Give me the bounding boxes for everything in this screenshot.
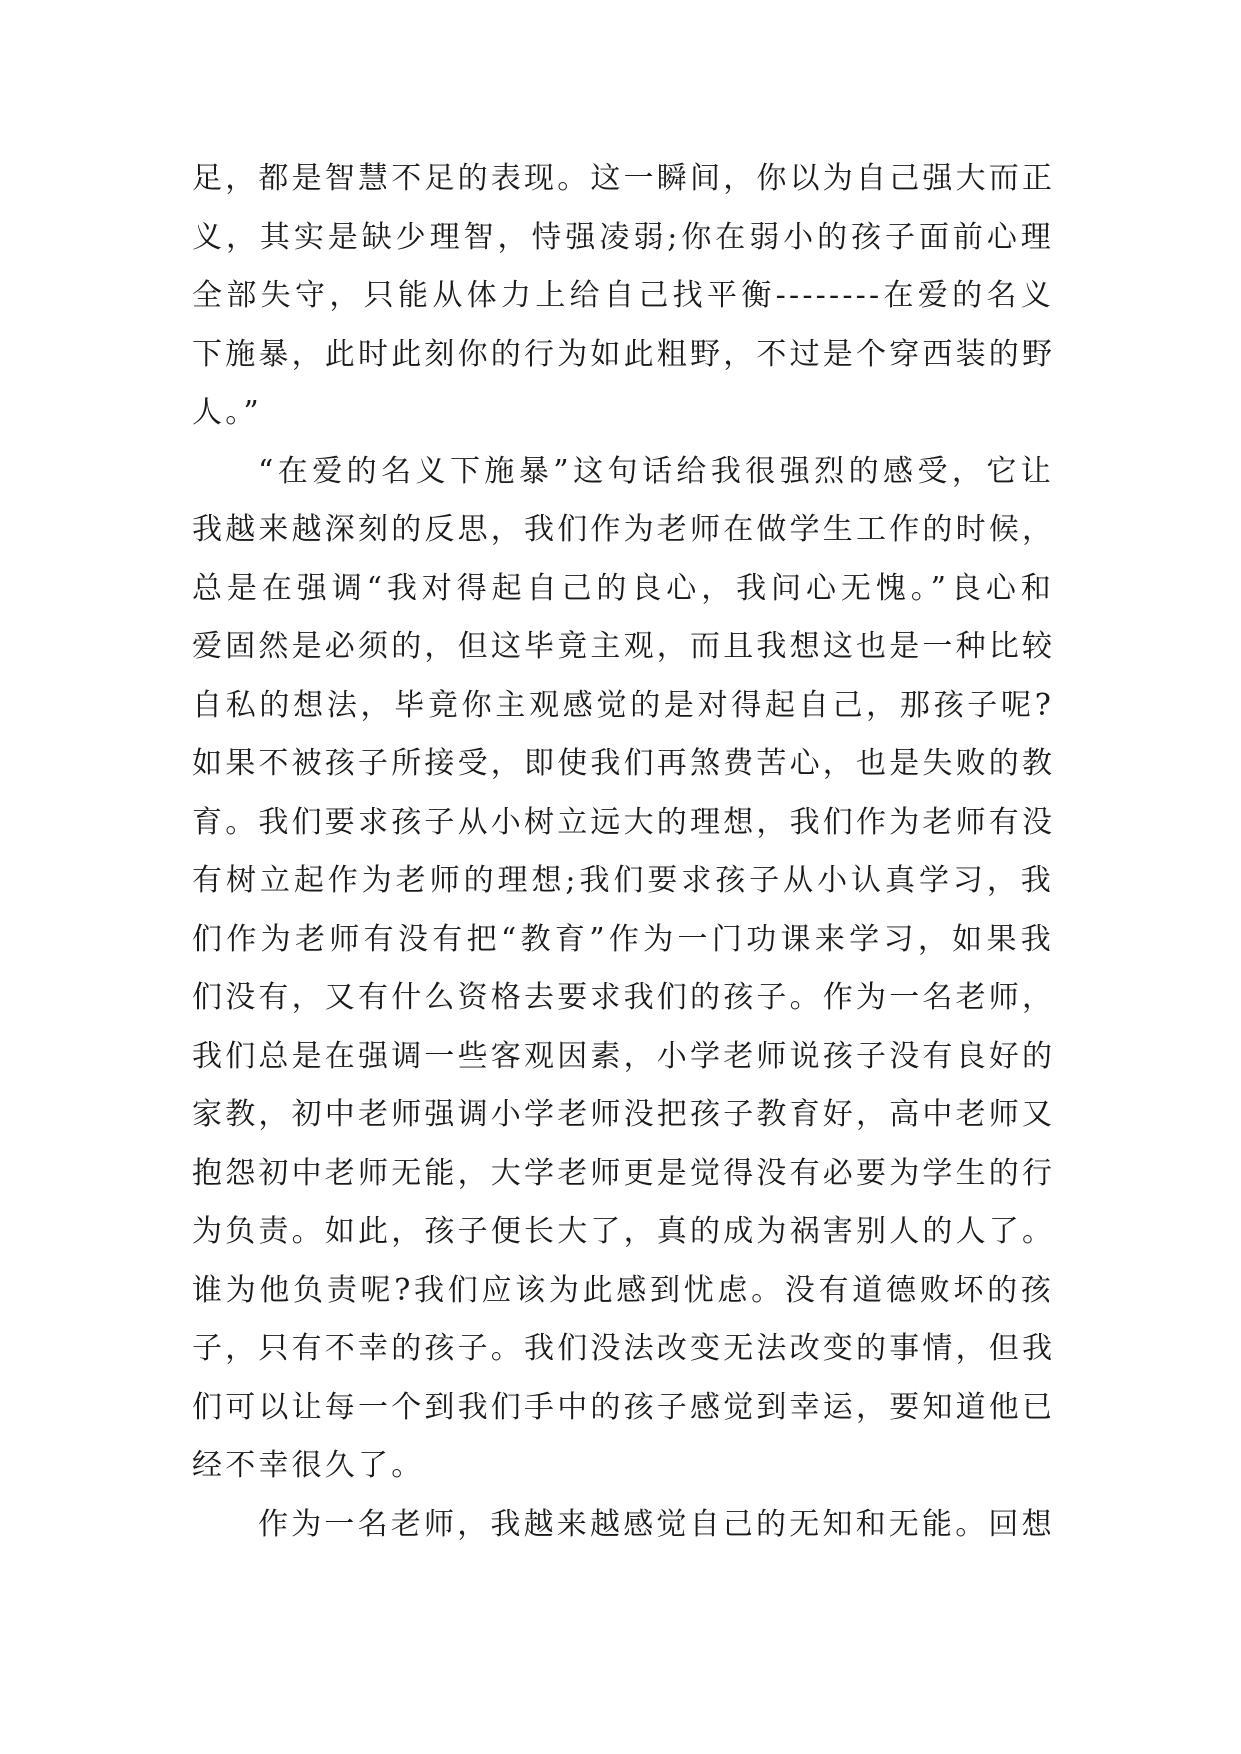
text-line: 我越来越深刻的反思，我们作为老师在做学生工作的时候，	[192, 512, 1056, 547]
text-line: 抱怨初中老师无能，大学老师更是觉得没有必要为学生的行	[192, 1155, 1056, 1191]
text-line: 作为一名老师，我越来越感觉自己的无知和无能。回想	[258, 1506, 1055, 1542]
text-line: “在爱的名义下施暴”这句话给我很强烈的感受，它让	[258, 453, 1054, 489]
text-line: 足，都是智慧不足的表现。这一瞬间，你以为自己强大而正	[192, 161, 1056, 196]
text-line: 为负责。如此，孩子便长大了，真的成为祸害别人的人了。	[192, 1214, 1056, 1249]
text-line: 们可以让每一个到我们手中的孩子感觉到幸运，要知道他已	[192, 1389, 1056, 1425]
text-line: 谁为他负责呢?我们应该为此感到忧虑。没有道德败坏的孩	[192, 1272, 1054, 1308]
text-line: 我们总是在强调一些客观因素，小学老师说孩子没有良好的	[192, 1038, 1056, 1074]
text-line: 如果不被孩子所接受，即使我们再煞费苦心，也是失败的教	[192, 746, 1056, 781]
text-line: 经不幸很久了。	[192, 1448, 425, 1483]
text-line: 们没有，又有什么资格去要求我们的孩子。作为一名老师，	[192, 980, 1056, 1015]
paragraph-1	[192, 150, 1054, 443]
text-line: 有树立起作为老师的理想;我们要求孩子从小认真学习，我	[192, 863, 1054, 898]
text-line: 们作为老师有没有把“教育”作为一门功课来学习，如果我	[192, 921, 1054, 957]
text-line: 全部失守，只能从体力上给自己找平衡--------在爱的名义	[192, 278, 1054, 313]
paragraph-2	[192, 443, 1054, 1496]
paragraph-3	[192, 1496, 1054, 1555]
text-line: 育。我们要求孩子从小树立远大的理想，我们作为老师有没	[192, 804, 1056, 840]
text-line: 爱固然是必须的，但这毕竟主观，而且我想这也是一种比较	[192, 629, 1056, 664]
text-line: 子，只有不幸的孩子。我们没法改变无法改变的事情，但我	[192, 1331, 1056, 1366]
document-page	[192, 150, 1054, 1554]
text-line: 义，其实是缺少理智，恃强凌弱;你在弱小的孩子面前心理	[192, 219, 1054, 255]
text-line: 下施暴，此时此刻你的行为如此粗野，不过是个穿西装的野	[192, 336, 1056, 372]
text-line: 总是在强调“我对得起自己的良心，我问心无愧。”良心和	[192, 570, 1054, 606]
text-line: 人。”	[192, 395, 262, 430]
text-line: 家教，初中老师强调小学老师没把孩子教育好，高中老师又	[192, 1097, 1056, 1132]
text-line: 自私的想法，毕竟你主观感觉的是对得起自己，那孩子呢?	[192, 687, 1054, 723]
